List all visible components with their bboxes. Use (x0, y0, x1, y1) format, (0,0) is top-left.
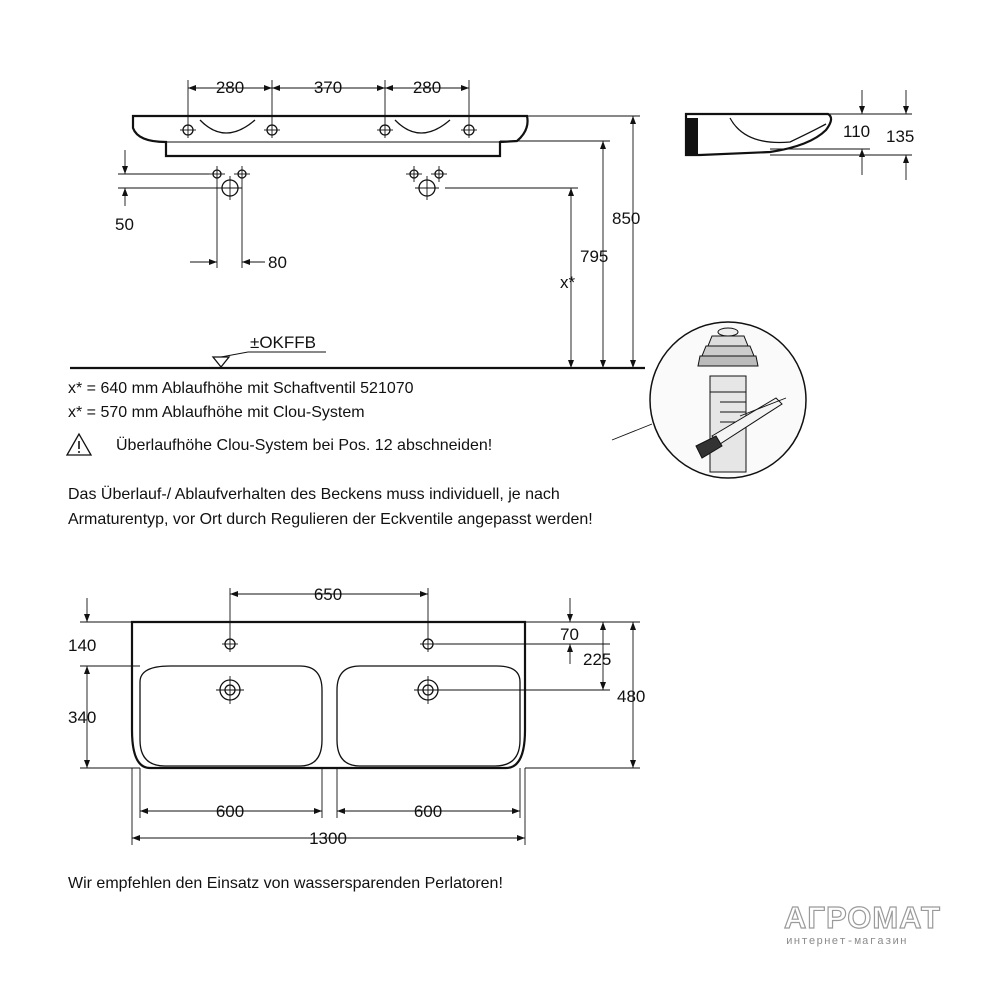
left-bowl-outline (140, 666, 322, 766)
note-schaftventil: x* = 640 mm Ablaufhöhe mit Schaftventil 521070 (68, 380, 414, 397)
dimension-label-135: 135 (886, 127, 915, 146)
tap-hole-markers (180, 122, 477, 138)
dimension-label-1300: 1300 (309, 829, 347, 848)
dimension-label-280-right: 280 (412, 78, 442, 97)
warning-triangle-icon (67, 434, 91, 455)
dimension-label-280-left: 280 (215, 78, 245, 97)
dimension-label-795: 795 (580, 247, 609, 266)
watermark-sub: интернет-магазин (786, 936, 908, 948)
dimension-label-480: 480 (617, 687, 646, 706)
clou-system-detail-illustration (612, 322, 806, 478)
agromat-watermark-logo (784, 900, 941, 948)
dimension-label-70: 70 (560, 625, 579, 644)
dimension-50 (118, 150, 218, 206)
dimension-label-340: 340 (68, 708, 97, 727)
dimension-label-50: 50 (115, 215, 134, 234)
dimension-heights (445, 116, 640, 368)
footer-note: Wir empfehlen den Einsatz von wassersparenden Perlatoren! (68, 875, 503, 892)
floor-reference-label: ±OKFFB (250, 333, 316, 352)
dimension-label-600-right: 600 (413, 802, 443, 821)
watermark-main: АГРОМАТ (784, 900, 941, 935)
note-warning: Überlaufhöhe Clou-System bei Pos. 12 abschneiden! (116, 437, 493, 454)
dimension-label-850: 850 (612, 209, 641, 228)
paragraph-line-1: Das Überlauf-/ Ablaufverhalten des Beckens muss individuell, je nach (68, 486, 560, 503)
dimension-label-370: 370 (313, 78, 343, 97)
front-elevation-view (67, 78, 645, 455)
valve-and-drain-symbols (209, 166, 447, 200)
dimension-label-x-star: x* (560, 273, 576, 292)
dimension-80 (190, 182, 265, 268)
paragraph-line-2: Armaturentyp, vor Ort durch Regulieren der Eckventile angepasst werden! (68, 511, 593, 528)
dimension-label-110: 110 (843, 122, 871, 141)
basin-front-outline (133, 116, 528, 156)
right-bowl-outline (337, 666, 520, 766)
note-clou-system: x* = 570 mm Ablaufhöhe mit Clou-System (68, 404, 365, 421)
dimension-label-140: 140 (68, 636, 97, 655)
dimension-label-80: 80 (268, 253, 287, 272)
side-section-view (686, 90, 915, 180)
plan-view (80, 588, 640, 845)
dimension-label-225: 225 (583, 650, 612, 669)
floor-reference-symbol (213, 352, 326, 367)
dimension-label-600-left: 600 (215, 802, 245, 821)
dimension-label-650: 650 (313, 585, 343, 604)
